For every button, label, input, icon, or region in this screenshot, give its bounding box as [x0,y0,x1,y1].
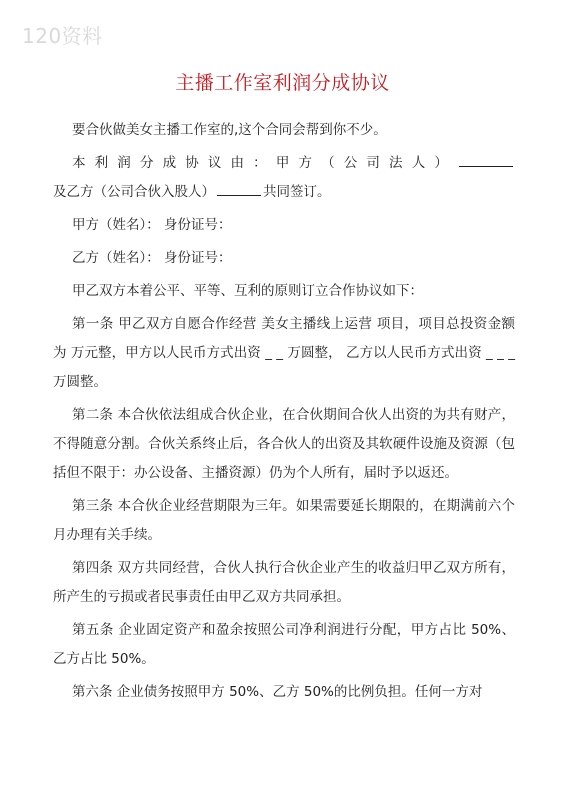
party-a-line: 甲方（姓名）： 身份证号： [72,217,232,233]
party-b-line: 乙方（姓名）： 身份证号： [72,250,232,266]
document-title: 主播工作室利润分成协议 [175,72,390,94]
article-1: 第一条 甲乙双方自愿合作经营 美女主播线上运营 项目，项目总投资金额为 万元整，甲方以人民币方式出资 _ _ 万圆整， 乙方以人民币方式出资 _ _ _ 万圆整。 [53,316,515,390]
party-b-blank [217,179,261,196]
watermark: 120资料 [22,24,103,48]
parties-text-3: 共同签订。 [263,184,331,200]
parties-paragraph [53,149,515,207]
preamble-paragraph: 甲乙双方本着公平、平等、互利的原则订立合作协议如下： [72,283,423,299]
document-body [53,116,515,707]
party-a-blank [459,150,513,167]
intro-paragraph: 要合伙做美女主播工作室的,这个合同会帮到你不少。 [72,122,387,138]
parties-text-1: 本利润分成协议由：甲方（公司法人） [72,155,457,171]
article-5: 第五条 企业固定资产和盈余按照公司净利润进行分配，甲方占比 50%、乙方占比 50%。 [53,622,515,667]
parties-text-2: 及乙方（公司合伙入股人） [53,184,215,200]
article-6: 第六条 企业债务按照甲方 50%、乙方 50%的比例负担。任何一方对 [72,684,483,700]
article-4: 第四条 双方共同经营，合伙人执行合伙企业产生的收益归甲乙双方所有，所产生的亏损或者民事责任由甲乙双方共同承担。 [53,560,515,605]
article-2: 第二条 本合伙依法组成合伙企业，在合伙期间合伙人出资的为共有财产，不得随意分割。合伙关系终止后，各合伙人的出资及其软硬件设施及资源（包括但不限于：办公设备、主播资源）仍为个人所有，届时予以返还。 [53,407,515,481]
article-3: 第三条 本合伙企业经营期限为三年。如果需要延长期限的，在期满前六个月办理有关手续。 [53,498,515,543]
